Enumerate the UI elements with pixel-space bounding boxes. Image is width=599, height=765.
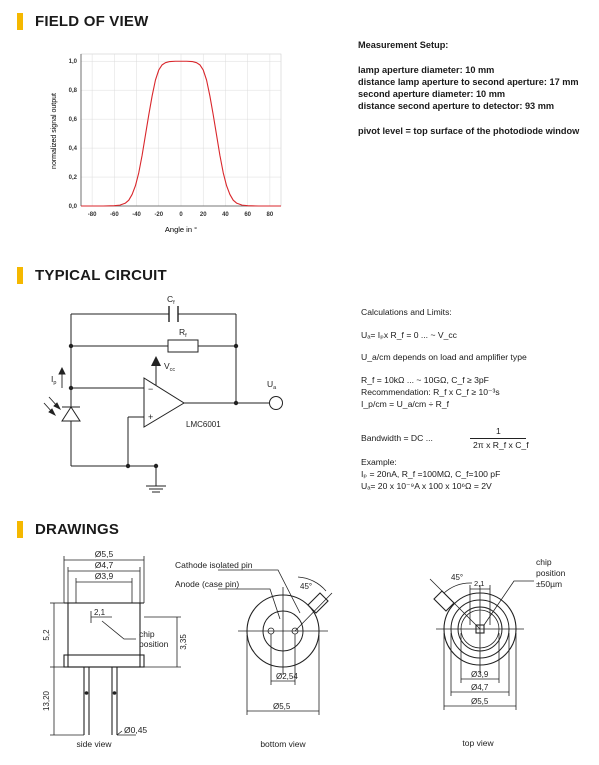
dim-d47: Ø4,7	[94, 560, 114, 570]
resistor-rf	[168, 340, 198, 352]
measurement-heading: Measurement Setup:	[358, 40, 449, 50]
x-tick-label: -80	[87, 212, 97, 218]
vcc-label: $V_{cc}$	[164, 361, 176, 373]
y-tick-label: 0,4	[68, 146, 77, 153]
x-tick-label: 80	[266, 212, 274, 218]
section-accent-bar	[17, 267, 23, 284]
fraction-bar	[470, 438, 526, 439]
calc-bw-denominator: 2π x R_f x C_f	[473, 440, 529, 450]
output-terminal	[270, 397, 283, 410]
dim-d254: Ø2,54	[276, 672, 298, 681]
side-view-caption: side view	[76, 739, 112, 749]
section-title: DRAWINGS	[35, 521, 120, 538]
opamp-label: LMC6001	[186, 420, 221, 429]
x-tick-label: 0	[179, 212, 183, 218]
x-tick-label: 20	[199, 212, 207, 218]
angle-label: 45°	[300, 582, 313, 591]
dim-d21: 2,1	[474, 579, 485, 588]
field-of-view-chart	[45, 46, 295, 238]
top-view-caption: top view	[462, 738, 494, 748]
x-tick-label: -40	[132, 212, 141, 218]
typical-circuit-schematic	[40, 290, 300, 500]
chip-label: chip	[536, 557, 552, 567]
opamp-plus-sign: +	[148, 412, 154, 422]
x-tick-label: -60	[109, 212, 119, 218]
tolerance-label: ±50µm	[536, 579, 563, 589]
calc-bandwidth: Bandwidth = DC ...	[361, 433, 433, 443]
opamp-minus-sign: −	[148, 384, 154, 394]
chart-grid	[81, 54, 281, 206]
y-tick-label: 0,0	[68, 204, 77, 210]
side-view-drawing	[36, 545, 216, 757]
angle-label: 45°	[451, 573, 464, 582]
y-axis-label: normalized signal output	[51, 93, 58, 169]
cf-label: $C_f$	[167, 294, 175, 306]
x-tick-label: 40	[222, 212, 229, 218]
x-tick-label: 60	[244, 212, 252, 218]
chart-ticks	[69, 59, 274, 218]
calc-line: R_f = 10kΩ ... ~ 10GΩ, C_f ≥ 3pF	[361, 375, 489, 385]
section-header-circuit	[17, 267, 167, 284]
y-tick-label: 0,8	[68, 88, 77, 95]
dim-d47: Ø4,7	[471, 683, 489, 692]
calc-line: Uₐ= 20 x 10⁻⁹A x 100 x 10⁶Ω = 2V	[361, 481, 492, 491]
calc-line: I_p/cm = U_a/cm ÷ R_f	[361, 399, 450, 409]
ua-label: $U_a$	[267, 379, 277, 391]
capacitor-cf	[169, 306, 178, 322]
ground-icon	[146, 486, 166, 492]
light-arrows-icon	[44, 397, 60, 415]
section-header-fov	[17, 13, 148, 30]
calc-example-heading: Example:	[361, 457, 397, 467]
calc-line: Recommendation: R_f x C_f ≥ 10⁻³s	[361, 387, 500, 397]
y-tick-label: 0,2	[68, 175, 77, 182]
dim-d55: Ø5,5	[94, 549, 114, 559]
cathode-label: Cathode isolated pin	[175, 560, 253, 570]
position-label: position	[139, 639, 169, 649]
dim-h52: 5,2	[42, 629, 51, 641]
y-tick-label: 0,6	[68, 117, 77, 124]
top-view-drawing	[414, 553, 594, 758]
measurement-line: lamp aperture diameter: 10 mm	[358, 65, 495, 75]
dim-d55: Ø5,5	[471, 697, 489, 706]
calc-heading: Calculations and Limits:	[361, 307, 452, 317]
ip-label: $I_p$	[51, 374, 57, 386]
section-header-drawings	[17, 521, 119, 538]
vcc-arrow-icon	[151, 356, 161, 366]
dim-h1320: 13,20	[42, 690, 51, 712]
measurement-line: second aperture diameter: 10 mm	[358, 89, 506, 99]
anode-label: Anode (case pin)	[175, 579, 240, 589]
photodiode-icon	[62, 407, 80, 421]
dim-d045: Ø0,45	[124, 725, 148, 735]
dim-h335: 3,35	[179, 634, 188, 650]
dim-d55: Ø5,5	[273, 702, 291, 711]
current-arrow-icon	[59, 368, 65, 388]
measurement-pivot: pivot level = top surface of the photodiode window	[358, 126, 580, 136]
section-accent-bar	[17, 521, 23, 538]
calc-line: U_a/cm depends on load and amplifier type	[361, 352, 527, 362]
chip-label: chip	[139, 629, 155, 639]
calc-line: Iₚ = 20nA, R_f =100MΩ, C_f=100 pF	[361, 469, 501, 479]
x-axis-label: Angle in °	[164, 225, 198, 234]
dim-d21: 2,1	[94, 608, 106, 617]
x-tick-label: -20	[154, 212, 164, 218]
measurement-line: distance second aperture to detector: 93 mm	[358, 101, 555, 111]
section-title: FIELD OF VIEW	[35, 13, 149, 30]
y-tick-label: 1,0	[68, 59, 77, 66]
bottom-view-caption: bottom view	[260, 739, 306, 749]
section-title: TYPICAL CIRCUIT	[35, 267, 167, 284]
section-accent-bar	[17, 13, 23, 30]
dim-d39: Ø3,9	[94, 571, 114, 581]
calc-line: Uₐ= Iₚx R_f = 0 ... ~ V_cc	[361, 330, 457, 340]
calc-bw-numerator: 1	[496, 426, 501, 436]
position-label: position	[536, 568, 566, 578]
measurement-line: distance lamp aperture to second aperture: 17 mm	[358, 77, 579, 87]
dim-d39: Ø3,9	[471, 670, 489, 679]
rf-label: $R_f$	[179, 327, 187, 339]
